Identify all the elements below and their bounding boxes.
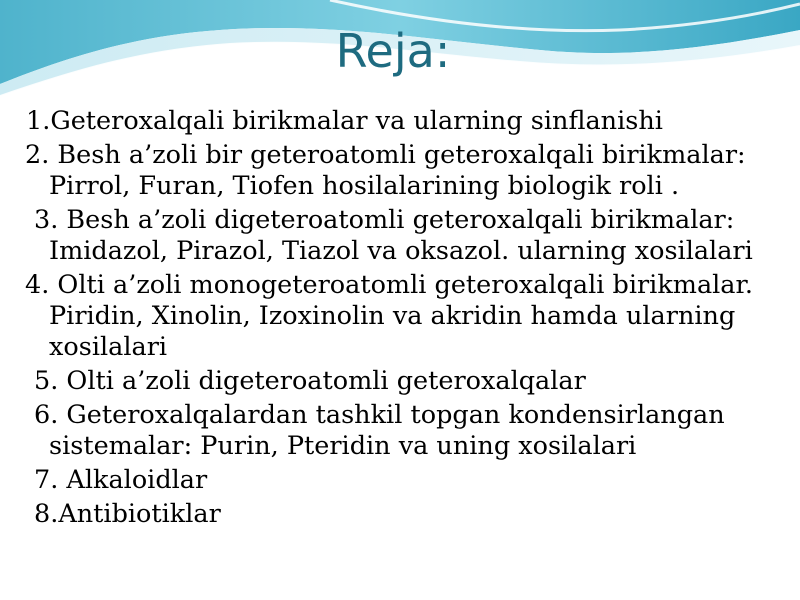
list-item: 2. Besh a’zoli bir geteroatomli geteroxalqali birikmalar: Pirrol, Furan, Tiofen hosilalarining biologik roli . (25, 140, 746, 201)
slide-title: Reja: (335, 24, 451, 78)
plan-list (0, 106, 800, 533)
list-item: 8.Antibiotiklar (34, 499, 221, 529)
list-item: 1.Geteroxalqali birikmalar va ularning sinflanishi (26, 106, 663, 136)
list-item: 7. Alkaloidlar (34, 465, 208, 495)
list-item: 3. Besh a’zoli digeteroatomli geteroxalqali birikmalar: Imidazol, Pirazol, Tiazol va oksazol. ularning xosilalari (34, 205, 753, 266)
list-item: 5. Olti a’zoli digeteroatomli geteroxalqalar (34, 366, 586, 396)
list-item: 6. Geteroxalqalardan tashkil topgan kondensirlangan sistemalar: Purin, Pteridin va uning xosilalari (34, 400, 725, 461)
list-item: 4. Olti a’zoli monogeteroatomli geteroxalqali birikmalar. Piridin, Xinolin, Izoxinolin va akridin hamda ularning xosilalari (25, 270, 754, 362)
